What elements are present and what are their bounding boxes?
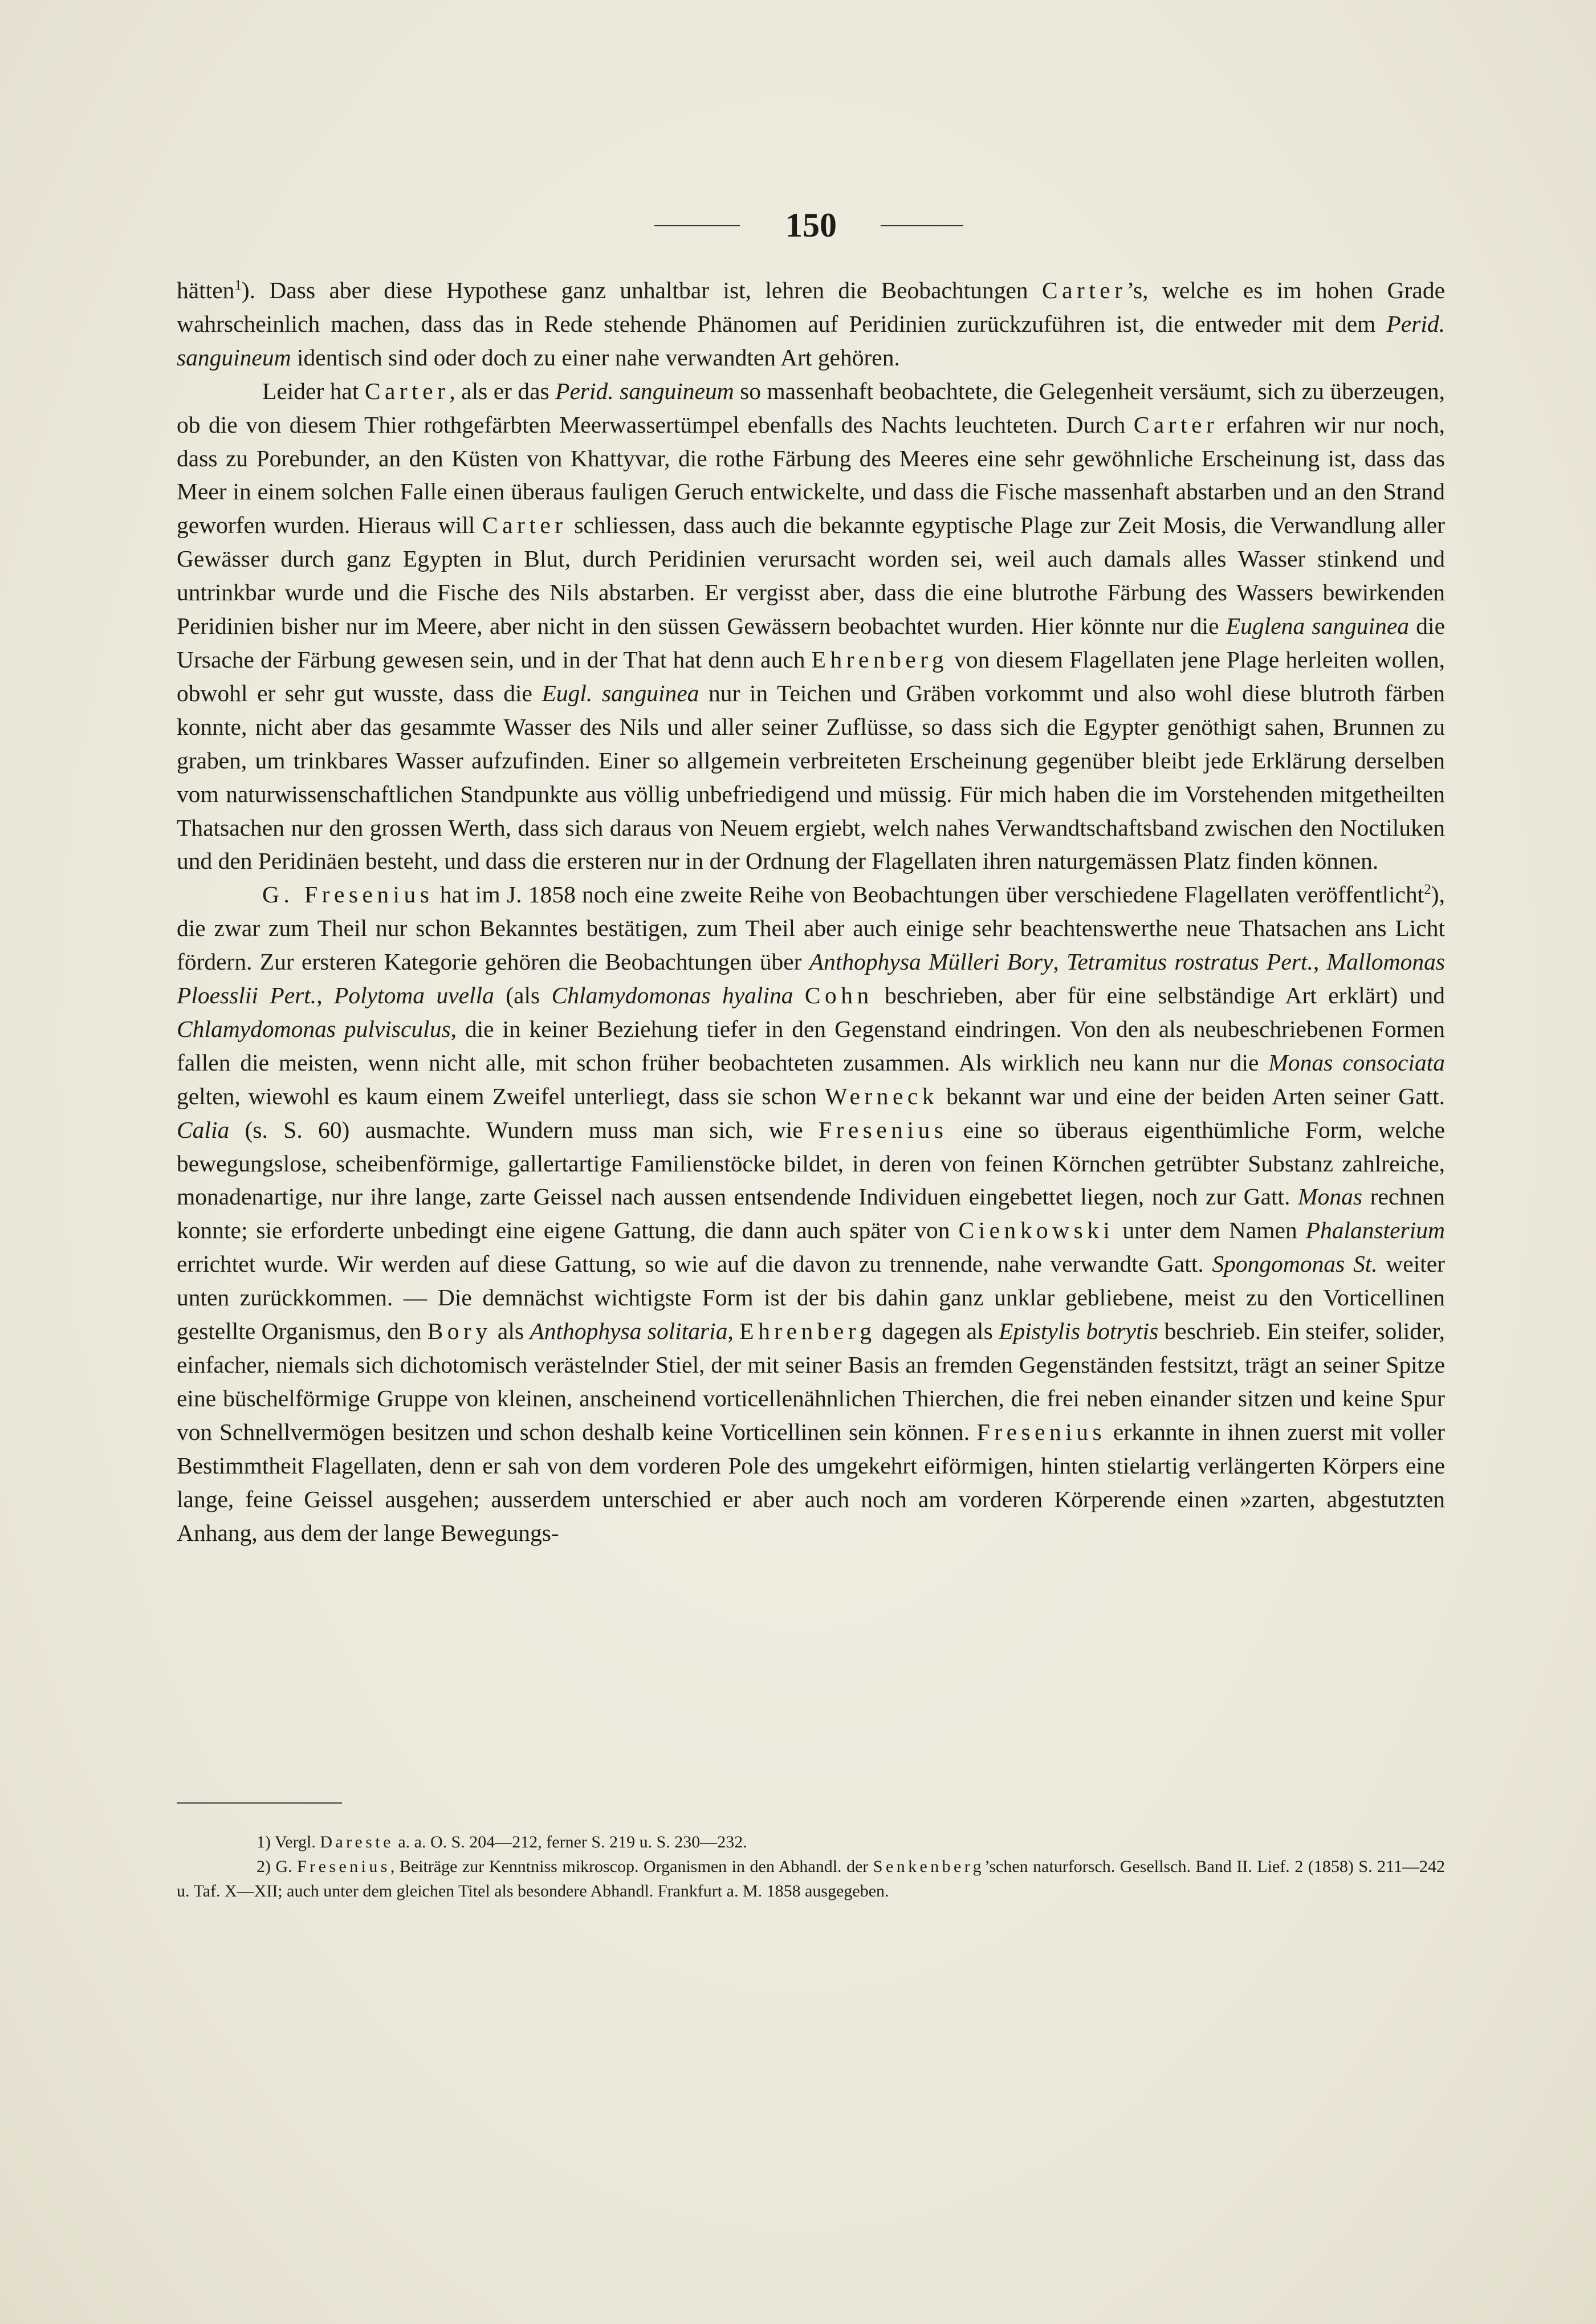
author-name: G. Fresenius <box>262 881 434 908</box>
footnote <box>177 1830 1445 1854</box>
paragraph <box>177 274 1445 375</box>
text-run: , <box>1053 949 1067 975</box>
text-run: (als <box>494 982 552 1009</box>
footnote-ref: 2 <box>1424 882 1431 898</box>
footnotes <box>177 1830 1445 1903</box>
taxon-name: Monas consociata <box>1268 1049 1445 1076</box>
text-run: weiter unten zurückkommen. — Die demnächst wichtigste Form ist der bis dahin ganz unklar gebliebene, meist zu den Vorticellinen gestellte Organismus, den <box>177 1251 1445 1345</box>
taxon-name: Epistylis botrytis <box>999 1318 1159 1345</box>
text-run: 2) G. <box>256 1857 298 1876</box>
author-name: Senkenberg <box>873 1857 984 1876</box>
text-run: dagegen als <box>876 1318 999 1345</box>
text-run: unter dem Namen <box>1114 1217 1306 1244</box>
footnote <box>177 1854 1445 1903</box>
text-run: , <box>1313 949 1327 975</box>
author-name: Fresenius <box>976 1418 1106 1445</box>
taxon-name: Mallomonas Ploesslii Pert. <box>177 949 1446 1009</box>
taxon-name: Perid. sanguineum <box>555 377 734 404</box>
text-run: gelten, wiewohl es kaum einem Zweifel unterliegt, dass sie schon <box>177 1082 825 1109</box>
taxon-name: Chlamydomonas hyalina <box>551 982 793 1009</box>
author-name: Fresenius <box>819 1116 948 1143</box>
text-run: von diesem Flagellaten jene Plage herleiten wollen, obwohl er sehr gut wusste, dass die <box>177 646 1446 706</box>
footnote-separator <box>177 1802 342 1804</box>
page-header <box>0 202 1596 248</box>
footnote-ref: 1 <box>234 278 242 294</box>
text-run: , die in keiner Beziehung tiefer in den Gegenstand eindringen. Von den als neubeschriebenen Formen fallen die meisten, wenn nicht alle, mit schon früher beobachteten zusammen. Als wirklich neu kann nur die <box>177 1015 1446 1076</box>
taxon-name: Spongomonas St. <box>1212 1251 1378 1277</box>
page-number: 150 <box>785 206 837 244</box>
text-run: schliessen, dass auch die bekannte egyptische Plage zur Zeit Mosis, die Verwandlung aller Gewässer durch ganz Egypten in Blut, durch Peridinien verursacht worden sei, weil auch damals alles Wasser stinkend und untrinkbar wurde und die Fische des Nils abstarben. Er vergisst aber, dass die eine blutrothe Färbung des Wassers bewirkenden Peridinien bisher nur im Meere, aber nicht in den süssen Gewässern beobachtet wurden. Hier könnte nur die <box>177 512 1445 640</box>
text-run: ). Dass aber diese Hypothese ganz unhaltbar ist, lehren die Beobachtungen <box>241 277 1042 303</box>
author-name: Cohn <box>804 982 873 1009</box>
text-run: (s. S. 60) ausmachte. Wundern muss man sich, wie <box>229 1116 819 1143</box>
text-run: die Ursache der Färbung gewesen sein, und in der That hat denn auch <box>177 613 1446 673</box>
author-name: Ehrenberg <box>811 646 948 673</box>
taxon-name: Eugl. sanguinea <box>542 679 699 706</box>
taxon-name: Euglena sanguinea <box>1226 613 1410 640</box>
text-run <box>793 982 804 1008</box>
text-run: erkannte in ihnen zuerst mit voller Bestimmtheit Flagellaten, denn er sah von dem vorderen Pole des umgekehrt eiförmigen, hinten stielartig verlängerten Körpers eine lange, feine Geissel ausgehen; ausserdem unterschied er aber auch noch am vorderen Körperende einen »zarten, abgestutzten Anhang, aus dem der lange Bewegungs- <box>177 1418 1445 1546</box>
taxon-name: Anthophysa Mülleri Bory <box>809 949 1053 975</box>
taxon-name: Tetramitus rostratus Pert. <box>1066 949 1313 975</box>
author-name: Carter <box>482 512 567 539</box>
author-name: Carter <box>1041 277 1127 303</box>
text-run: , <box>316 982 334 1009</box>
author-name: Cienkowski <box>958 1217 1114 1244</box>
author-name: Carter <box>364 377 450 404</box>
text-run: erfahren wir nur noch, dass zu Porebunder, an den Küsten von Khattyvar, die rothe Färbung des Meeres eine sehr gewöhnliche Erscheinung ist, dass das Meer in einem solchen Falle einen überaus fauligen Geruch entwickelte, und dass die Fische massenhaft abstarben und an den Strand geworfen wurden. Hieraus will <box>177 411 1445 539</box>
author-name: Ehrenberg <box>739 1318 876 1345</box>
taxon-name: Monas <box>1298 1183 1363 1210</box>
taxon-name: Anthophysa solitaria <box>530 1318 728 1345</box>
author-name: Werneck <box>825 1082 938 1109</box>
header-rule-left <box>654 225 740 226</box>
taxon-name: Perid. sanguineum <box>177 310 1445 371</box>
author-name: Bory <box>427 1318 492 1345</box>
text-run: nur in Teichen und Gräben vorkommt und also wohl diese blutroth färben konnte, nicht aber das gesammte Wasser des Nils und aller seiner Zuflüsse, so dass sich die Egypter genöthigt sahen, Brunnen zu graben, um trinkbares Wasser aufzufinden. Einer so allgemein verbreiteten Erscheinung gegenüber bleibt jede Erklärung derselben vom naturwissenschaftlichen Standpunkte aus völlig unbefriedigend und müssig. Für mich haben die im Vorstehenden mitgetheilten Thatsachen nur den grossen Werth, dass sich daraus von Neuem ergiebt, welch nahes Verwandtschaftsband zwischen den Noctiluken und den Peridinäen besteht, und dass die ersteren nur in der Ordnung der Flagellaten ihren naturgemässen Platz finden können. <box>177 679 1445 874</box>
text-run: rechnen konnte; sie erforderte unbedingt eine eigene Gattung, die dann auch später von <box>177 1183 1445 1244</box>
paragraph <box>177 878 1445 1549</box>
text-run: ’schen naturforsch. Gesellsch. Band II. Lief. 2 (1858) S. 211—242 u. Taf. X—XII; auch unter dem gleichen Titel als besondere Abhandl. Frankfurt a. M. 1858 ausgegeben. <box>177 1857 1445 1900</box>
text-run: Leider hat <box>262 377 365 404</box>
text-run: beschrieb. Ein steifer, solider, einfacher, niemals sich dichotomisch verästelnder Stiel, der mit seiner Basis an fremden Gegenständen festsitzt, trägt an seiner Spitze eine büschelförmige Gruppe von kleinen, anscheinend vorticellenähnlichen Thierchen, die frei neben einander sitzen und keine Spur von Schnellvermögen besitzen und schon deshalb keine Vorticellinen sein können. <box>177 1318 1445 1445</box>
taxon-name: Calia <box>177 1116 230 1143</box>
text-run: 1) Vergl. <box>256 1833 320 1851</box>
header-rule-right <box>881 225 963 226</box>
author-name: Fresenius <box>297 1857 390 1876</box>
text-run: , Beiträge zur Kenntniss mikroscop. Organismen in den Abhandl. der <box>390 1857 873 1876</box>
body-text <box>177 274 1445 1549</box>
text-run: a. a. O. S. 204—212, ferner S. 219 u. S. 230—232. <box>393 1833 747 1851</box>
text-run: eine so überaus eigenthümliche Form, welche bewegungslose, scheibenförmige, gallertartige Familienstöcke bildet, in deren von feinen Körnchen getrübter Substanz zahlreiche, monadenartige, nur ihre lange, zarte Geissel nach aussen entsendende Individuen eingebettet liegen, noch zur Gatt. <box>177 1116 1445 1210</box>
text-run: als <box>491 1318 530 1345</box>
text-run: beschrieben, aber für eine selbständige Art erklärt) und <box>873 982 1446 1009</box>
text-run: ), die zwar zum Theil nur schon Bekanntes bestätigen, zum Theil aber auch einige sehr beachtenswerthe neue Thatsachen ans Licht fördern. Zur ersteren Kategorie gehören die Beobachtungen über <box>177 881 1445 975</box>
text-run: hätten <box>177 277 235 303</box>
taxon-name: Polytoma uvella <box>333 982 494 1009</box>
text-run: , als er das <box>449 377 556 404</box>
text-run: , <box>727 1318 740 1345</box>
text-run: ’s, welche es im hohen Grade wahrscheinlich machen, dass das in Rede stehende Phänomen auf Peridinien zurückzuführen ist, die entweder mit dem <box>177 277 1445 337</box>
text-run: errichtet wurde. Wir werden auf diese Gattung, so wie auf die davon zu trennende, nahe verwandte Gatt. <box>177 1251 1212 1277</box>
author-name: Dareste <box>320 1833 394 1851</box>
text-run: so massenhaft beobachtete, die Gelegenheit versäumt, sich zu überzeugen, ob die von diesem Thier rothgefärbten Meerwassertümpel ebenfalls des Nachts leuchteten. Durch <box>177 377 1445 438</box>
taxon-name: Phalansterium <box>1305 1217 1445 1244</box>
paragraph <box>177 375 1445 878</box>
author-name: Carter <box>1133 411 1219 438</box>
text-run: identisch sind oder doch zu einer nahe verwandten Art gehören. <box>291 344 900 371</box>
taxon-name: Chlamydomonas pulvisculus <box>177 1015 451 1042</box>
text-run: hat im J. 1858 noch eine zweite Reihe von Beobachtungen über verschiedene Flagellaten veröffentlicht <box>433 881 1424 908</box>
text-run: bekannt war und eine der beiden Arten seiner Gatt. <box>938 1082 1446 1109</box>
